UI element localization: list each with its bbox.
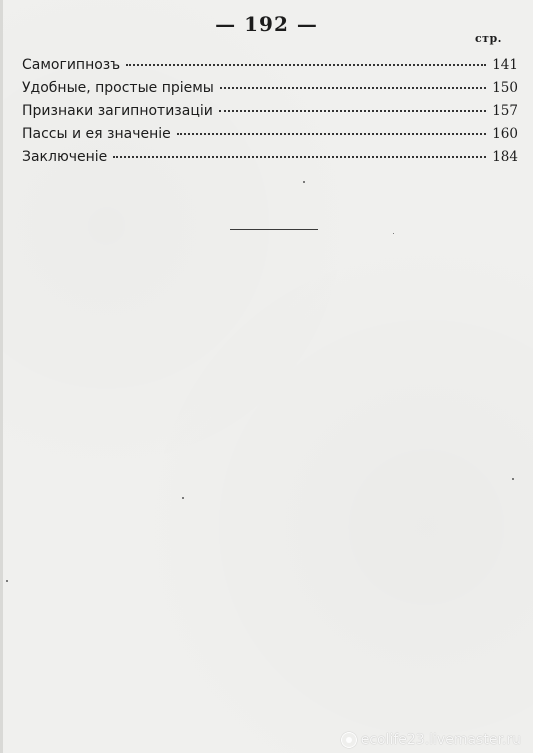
paper-speck [303, 181, 305, 183]
paper-speck [393, 233, 394, 234]
dot-leader [177, 133, 486, 135]
toc-entry-page: 160 [492, 126, 518, 142]
watermark-logo-icon [341, 732, 357, 748]
page-column-label: стр. [474, 32, 502, 45]
dot-leader [219, 110, 486, 112]
watermark [341, 732, 521, 748]
table-of-contents [22, 57, 518, 172]
toc-entry-page: 141 [492, 57, 518, 73]
toc-entry [22, 126, 518, 149]
toc-entry-page: 184 [492, 149, 518, 165]
toc-entry [22, 103, 518, 126]
toc-entry-title: Удобные, простые пріемы [22, 80, 214, 96]
toc-entry [22, 149, 518, 172]
toc-entry-title: Пассы и ея значеніе [22, 126, 171, 142]
paper-speck [6, 580, 8, 582]
dot-leader [220, 87, 486, 89]
page-header [0, 12, 533, 45]
section-divider [230, 229, 318, 230]
toc-entry-title: Заключеніе [22, 149, 108, 165]
toc-entry-page: 150 [492, 80, 518, 96]
toc-entry-page: 157 [492, 103, 518, 119]
dot-leader [113, 156, 486, 158]
dot-leader [126, 64, 486, 66]
paper-speck [512, 478, 514, 480]
toc-entry-title: Самогипнозъ [22, 57, 121, 73]
page-number: — 192 — [215, 12, 318, 36]
toc-entry-title: Признаки загипнотизаціи [22, 103, 213, 119]
paper-speck [182, 497, 184, 499]
page-edge [0, 0, 3, 753]
toc-entry [22, 57, 518, 80]
toc-entry [22, 80, 518, 103]
watermark-text: ecolife23.livemaster.ru [360, 732, 521, 748]
